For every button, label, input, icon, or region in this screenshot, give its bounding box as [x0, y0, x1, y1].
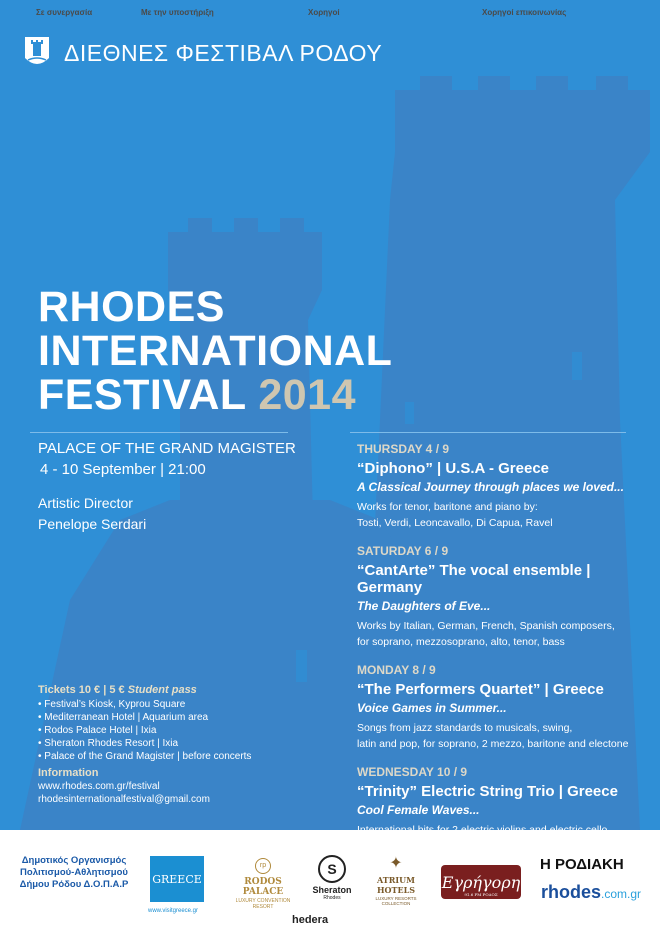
event-day: THURSDAY 4 / 9 [357, 442, 450, 456]
event-day: MONDAY 8 / 9 [357, 663, 436, 677]
event-description-line: Works by Italian, German, French, Spanish composers, [357, 620, 615, 632]
tickets-student-label: Student pass [127, 684, 197, 696]
event-description [357, 499, 647, 531]
atrium-emblem-icon: ✦ [389, 855, 403, 872]
artistic-director-block [38, 493, 146, 535]
event-description [357, 720, 647, 752]
dopap-logo: Δημοτικός Οργανισμός Πολιτισμού-Αθλητισμού Δήμου Ρόδου Δ.Ο.Π.Α.Ρ [19, 855, 129, 890]
title-year: 2014 [258, 371, 356, 419]
venue-dates: 4 - 10 September | 21:00 [40, 461, 206, 478]
event-description-line: for soprano, mezzosoprano, alto, tenor, bass [357, 636, 565, 648]
ticket-outlet: • Mediterranean Hotel | Aquarium area [38, 712, 209, 723]
rodiaki-newspaper-logo: Η ΡΟΔΙΑΚΗ [540, 856, 624, 873]
rodos-palace-emblem-icon: rp [255, 858, 271, 874]
event-description-line: Songs from jazz standards to musicals, swing, [357, 722, 573, 734]
ticket-outlet: • Festival’s Kiosk, Kyprou Square [38, 699, 186, 710]
event-item [357, 544, 647, 650]
rodos-palace-tagline: LUXURY CONVENTION RESORT [235, 898, 291, 910]
atrium-tagline: LUXURY RESORTS COLLECTION [375, 896, 417, 906]
radio-station-logo [441, 865, 521, 899]
director-name: Penelope Serdari [38, 516, 147, 532]
tickets-price: Tickets 10 € | 5 € [38, 684, 125, 696]
event-item [357, 663, 647, 752]
title-line-festival [38, 373, 392, 417]
title-line-rhodes: RHODES [38, 283, 225, 331]
heading-partnership: Σε συνεργασία [36, 8, 93, 17]
visit-greece-logo: GREECE [150, 856, 204, 902]
atrium-name: ATRIUM HOTELS [377, 875, 415, 895]
event-item [357, 765, 647, 838]
heading-sponsors: Χορηγοί [308, 8, 340, 17]
event-title: “The Performers Quartet” | Greece [357, 681, 604, 698]
hedera-logo: hedera [292, 914, 329, 926]
festival-emblem-icon [24, 36, 50, 70]
sheraton-logo [308, 855, 356, 901]
poster-title [38, 285, 392, 417]
radio-station-frequency: 91.6 FM ΡΟΔΟΣ [464, 892, 498, 897]
sheraton-location: Rhodes [323, 895, 341, 901]
director-label: Artistic Director [38, 495, 133, 511]
event-description-line: latin and pop, for soprano, 2 mezzo, baritone and electone [357, 738, 629, 750]
venue-block [38, 440, 296, 478]
event-title: “Diphono” | U.S.A - Greece [357, 460, 549, 477]
venue-name: PALACE OF THE GRAND MAGISTER [38, 440, 296, 457]
information-email-link[interactable]: rhodesinternationalfestival@gmail.com [38, 794, 210, 805]
event-description-line: Tosti, Verdi, Leoncavallo, Di Capua, Ravel [357, 517, 553, 529]
radio-station-name: Εγρήγορη [441, 872, 521, 892]
concert-program [357, 442, 647, 851]
event-title: “CantArte” The vocal ensemble | Germany [357, 562, 591, 596]
ticket-outlet: • Palace of the Grand Magister | before concerts [38, 751, 252, 762]
event-description-line: Works for tenor, baritone and piano by: [357, 501, 538, 513]
information-block [38, 767, 210, 806]
rodos-palace-name: RODOS PALACE [242, 877, 284, 897]
rhodes-com-name: rhodes [541, 882, 602, 902]
event-title: “Trinity” Electric String Trio | Greece [357, 783, 618, 800]
sheraton-name: Sheraton [312, 885, 352, 895]
ticket-outlet: • Rodos Palace Hotel | Ixia [38, 725, 157, 736]
festival-logo [24, 36, 382, 70]
event-day: WEDNESDAY 10 / 9 [357, 765, 468, 779]
heading-support: Με την υποστήριξη [141, 8, 214, 17]
event-description [357, 618, 647, 650]
rhodes-com-tld: .com.gr [601, 887, 642, 901]
sheraton-emblem-icon: S [318, 855, 346, 883]
event-subtitle: A Classical Journey through places we loved... [357, 480, 624, 494]
title-festival-word: FESTIVAL [38, 371, 246, 419]
divider-right [350, 432, 626, 433]
festival-name-greek: ΔΙΕΘΝΕΣ ΦΕΣΤΙΒΑΛ ΡΟΔΟΥ [64, 39, 383, 66]
information-website-link[interactable]: www.rhodes.com.gr/festival [38, 781, 160, 792]
heading-media-sponsors: Χορηγοί επικοινωνίας [482, 8, 567, 17]
event-subtitle: The Daughters of Eve... [357, 599, 491, 613]
event-item [357, 442, 647, 531]
tickets-heading [38, 684, 251, 697]
atrium-hotels-logo [364, 856, 428, 906]
event-day: SATURDAY 6 / 9 [357, 544, 449, 558]
visit-greece-url: www.visitgreece.gr [148, 908, 199, 914]
ticket-outlet: • Sheraton Rhodes Resort | Ixia [38, 738, 179, 749]
tickets-block [38, 684, 251, 763]
divider-left [30, 432, 288, 433]
rodos-palace-logo [228, 858, 298, 910]
title-line-international: INTERNATIONAL [38, 327, 393, 375]
information-heading: Information [38, 767, 99, 779]
event-subtitle: Cool Female Waves... [357, 803, 480, 817]
rhodes-com-logo [541, 882, 641, 903]
event-subtitle: Voice Games in Summer... [357, 701, 507, 715]
